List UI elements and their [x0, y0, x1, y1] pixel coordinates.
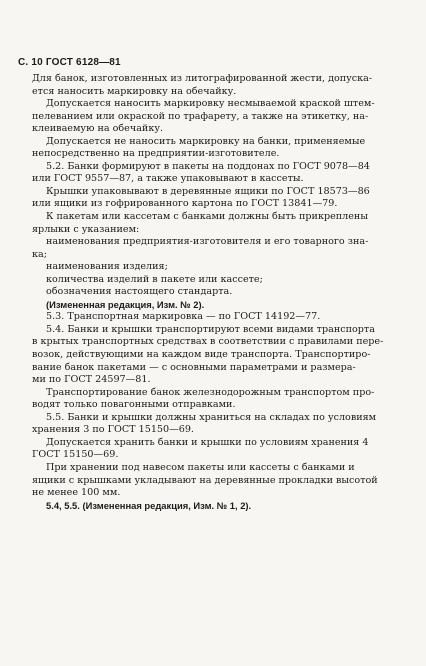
- text-line: 5.2. Банки формируют в пакеты на поддонах по ГОСТ 9078—84: [46, 160, 370, 172]
- text-line: К пакетам или кассетам с банками должны быть прикреплены: [46, 211, 368, 223]
- text-line: ящики с крышками укладывают на деревянные прокладки высотой: [32, 474, 378, 486]
- text-line: наименования предприятия-изготовителя и его товарного зна-: [46, 236, 369, 248]
- text-line: Допускается хранить банки и крышки по условиям хранения 4: [46, 436, 369, 448]
- text-line: вание банок пакетами — с основными параметрами и размера-: [32, 361, 356, 373]
- text-line: ярлыки с указанием:: [32, 223, 140, 235]
- text-line: ГОСТ 15150—69.: [32, 449, 119, 461]
- text-line: ка;: [32, 248, 47, 260]
- amendment-note: 5.4, 5.5. (Измененная редакция, Изм. № 1, 2).: [46, 499, 252, 511]
- text-line: Крышки упаковывают в деревянные ящики по ГОСТ 18573—86: [46, 185, 370, 197]
- text-line: количества изделий в пакете или кассете;: [46, 273, 263, 285]
- text-line: в крытых транспортных средствах в соответствии с правилами пере-: [32, 336, 384, 348]
- text-line: ется наносить маркировку на обечайку.: [32, 85, 237, 97]
- document-body: [32, 73, 400, 512]
- text-line: или ГОСТ 9557—87, а также упаковывают в кассеты.: [32, 173, 304, 185]
- text-line: обозначения настоящего стандарта.: [46, 286, 233, 298]
- text-line: При хранении под навесом пакеты или кассеты с банками и: [46, 461, 355, 473]
- text-line: Транспортирование банок железнодорожным транспортом про-: [46, 386, 375, 398]
- amendment-note: (Измененная редакция, Изм. № 2).: [46, 298, 205, 310]
- text-line: Допускается наносить маркировку несмываемой краской штем-: [46, 98, 375, 110]
- text-line: возок, действующими на каждом виде транспорта. Транспортиро-: [32, 349, 371, 361]
- text-line: не менее 100 мм.: [32, 487, 121, 499]
- text-line: Для банок, изготовленных из литографированной жести, допуска-: [32, 73, 373, 84]
- page-header: С. 10 ГОСТ 6128—81: [18, 57, 121, 68]
- text-line: наименования изделия;: [46, 261, 168, 273]
- text-line: клеиваемую на обечайку.: [32, 123, 164, 135]
- text-line: непосредственно на предприятии-изготовителе.: [32, 148, 280, 160]
- text-line: 5.3. Транспортная маркировка — по ГОСТ 14192—77.: [46, 311, 321, 323]
- text-line: пелеванием или окраской по трафарету, а также на этикетку, на-: [32, 110, 369, 122]
- text-line: или ящики из гофрированного картона по ГОСТ 13841—79.: [32, 198, 338, 210]
- text-line: 5.4. Банки и крышки транспортируют всеми видами транспорта: [46, 323, 375, 335]
- text-line: хранения 3 по ГОСТ 15150—69.: [32, 424, 194, 436]
- text-line: 5.5. Банки и крышки должны храниться на складах по условиям: [46, 411, 377, 423]
- text-line: водят только повагонными отправками.: [32, 399, 236, 411]
- text-line: Допускается не наносить маркировку на банки, применяемые: [46, 135, 366, 147]
- text-line: ми по ГОСТ 24597—81.: [32, 374, 151, 386]
